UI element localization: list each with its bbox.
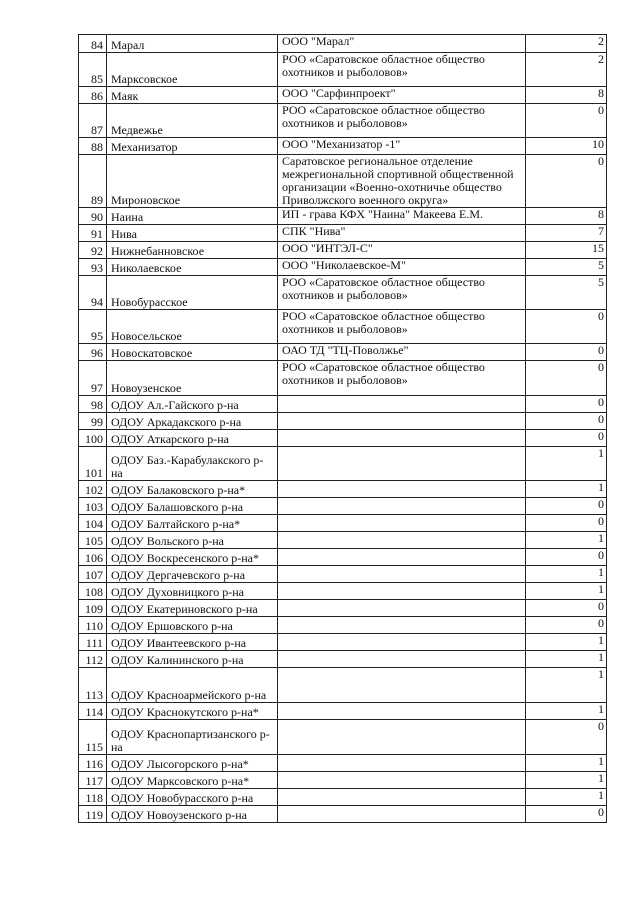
hunting-ground-name-cell: Новоузенское <box>107 361 278 396</box>
table-row <box>79 703 607 720</box>
table-row <box>79 413 607 430</box>
hunting-ground-name-cell: Медвежье <box>107 104 278 138</box>
quantity-cell: 0 <box>526 396 607 413</box>
row-number-cell: 86 <box>79 87 107 104</box>
row-number-cell: 115 <box>79 720 107 755</box>
quantity-cell: 1 <box>526 481 607 498</box>
hunting-grounds-table <box>78 34 607 823</box>
table-row <box>79 481 607 498</box>
table-row <box>79 532 607 549</box>
table-row <box>79 104 607 138</box>
organization-cell <box>278 720 526 755</box>
organization-cell <box>278 789 526 806</box>
row-number-cell: 91 <box>79 225 107 242</box>
row-number-cell: 112 <box>79 651 107 668</box>
quantity-cell: 0 <box>526 720 607 755</box>
row-number-cell: 84 <box>79 35 107 53</box>
hunting-ground-name-cell: ОДОУ Аркадакского р-на <box>107 413 278 430</box>
hunting-ground-name-cell: ОДОУ Лысогорского р-на* <box>107 755 278 772</box>
hunting-ground-name-cell: Новоскатовское <box>107 344 278 361</box>
quantity-cell: 1 <box>526 583 607 600</box>
quantity-cell: 5 <box>526 276 607 310</box>
hunting-ground-name-cell: Марал <box>107 35 278 53</box>
table-row <box>79 35 607 53</box>
table-row <box>79 225 607 242</box>
quantity-cell: 0 <box>526 344 607 361</box>
table-row <box>79 155 607 208</box>
table-row <box>79 361 607 396</box>
row-number-cell: 108 <box>79 583 107 600</box>
row-number-cell: 85 <box>79 53 107 87</box>
quantity-cell: 1 <box>526 755 607 772</box>
hunting-ground-name-cell: Мироновское <box>107 155 278 208</box>
hunting-ground-name-cell: ОДОУ Дергачевского р-на <box>107 566 278 583</box>
table-row <box>79 208 607 225</box>
hunting-ground-name-cell: ОДОУ Краснопартизанского р-на <box>107 720 278 755</box>
hunting-ground-name-cell: Нива <box>107 225 278 242</box>
quantity-cell: 1 <box>526 634 607 651</box>
quantity-cell: 8 <box>526 87 607 104</box>
organization-cell <box>278 498 526 515</box>
quantity-cell: 0 <box>526 104 607 138</box>
organization-cell <box>278 549 526 566</box>
hunting-ground-name-cell: Механизатор <box>107 138 278 155</box>
hunting-ground-name-cell: Нижнебанновское <box>107 242 278 259</box>
table-row <box>79 259 607 276</box>
table-row <box>79 498 607 515</box>
row-number-cell: 89 <box>79 155 107 208</box>
quantity-cell: 1 <box>526 532 607 549</box>
quantity-cell: 0 <box>526 600 607 617</box>
hunting-ground-name-cell: ОДОУ Марксовского р-на* <box>107 772 278 789</box>
organization-cell <box>278 651 526 668</box>
hunting-ground-name-cell: ОДОУ Екатериновского р-на <box>107 600 278 617</box>
hunting-ground-name-cell: ОДОУ Балашовского р-на <box>107 498 278 515</box>
organization-cell <box>278 430 526 447</box>
row-number-cell: 109 <box>79 600 107 617</box>
table-row <box>79 447 607 481</box>
row-number-cell: 93 <box>79 259 107 276</box>
table-row <box>79 396 607 413</box>
organization-cell: РОО «Саратовское областное общество охотников и рыболовов» <box>278 361 526 396</box>
organization-cell: ИП - грава КФХ "Наина" Макеева Е.М. <box>278 208 526 225</box>
table-row <box>79 634 607 651</box>
row-number-cell: 88 <box>79 138 107 155</box>
row-number-cell: 98 <box>79 396 107 413</box>
quantity-cell: 1 <box>526 447 607 481</box>
quantity-cell: 0 <box>526 430 607 447</box>
quantity-cell: 15 <box>526 242 607 259</box>
row-number-cell: 105 <box>79 532 107 549</box>
hunting-ground-name-cell: ОДОУ Ершовского р-на <box>107 617 278 634</box>
row-number-cell: 87 <box>79 104 107 138</box>
quantity-cell: 0 <box>526 155 607 208</box>
organization-cell: ООО "ИНТЭЛ-С" <box>278 242 526 259</box>
quantity-cell: 2 <box>526 53 607 87</box>
organization-cell <box>278 668 526 703</box>
hunting-ground-name-cell: ОДОУ Аткарского р-на <box>107 430 278 447</box>
hunting-ground-name-cell: ОДОУ Балтайского р-на* <box>107 515 278 532</box>
quantity-cell: 0 <box>526 361 607 396</box>
table-row <box>79 668 607 703</box>
table-row <box>79 242 607 259</box>
organization-cell: Саратовское региональное отделение межрегиональной спортивной общественной организации «Военно-охотничье общество Приволжского военного округа» <box>278 155 526 208</box>
quantity-cell: 5 <box>526 259 607 276</box>
quantity-cell: 7 <box>526 225 607 242</box>
organization-cell: ООО "Николаевское-М" <box>278 259 526 276</box>
organization-cell <box>278 772 526 789</box>
table-row <box>79 430 607 447</box>
row-number-cell: 110 <box>79 617 107 634</box>
row-number-cell: 111 <box>79 634 107 651</box>
quantity-cell: 0 <box>526 515 607 532</box>
organization-cell <box>278 617 526 634</box>
organization-cell <box>278 566 526 583</box>
quantity-cell: 0 <box>526 413 607 430</box>
hunting-ground-name-cell: ОДОУ Новоузенского р-на <box>107 806 278 823</box>
row-number-cell: 94 <box>79 276 107 310</box>
table-row <box>79 772 607 789</box>
row-number-cell: 96 <box>79 344 107 361</box>
organization-cell <box>278 600 526 617</box>
row-number-cell: 92 <box>79 242 107 259</box>
table-row <box>79 276 607 310</box>
quantity-cell: 1 <box>526 772 607 789</box>
organization-cell <box>278 583 526 600</box>
hunting-ground-name-cell: ОДОУ Калининского р-на <box>107 651 278 668</box>
hunting-ground-name-cell: ОДОУ Новобурасского р-на <box>107 789 278 806</box>
row-number-cell: 97 <box>79 361 107 396</box>
hunting-ground-name-cell: ОДОУ Воскресенского р-на* <box>107 549 278 566</box>
hunting-ground-name-cell: Новосельское <box>107 310 278 344</box>
table-row <box>79 600 607 617</box>
organization-cell <box>278 515 526 532</box>
row-number-cell: 104 <box>79 515 107 532</box>
organization-cell: РОО «Саратовское областное общество охотников и рыболовов» <box>278 276 526 310</box>
row-number-cell: 95 <box>79 310 107 344</box>
table-row <box>79 344 607 361</box>
table-row <box>79 583 607 600</box>
organization-cell: ОАО ТД "ТЦ-Поволжье" <box>278 344 526 361</box>
hunting-ground-name-cell: ОДОУ Балаковского р-на* <box>107 481 278 498</box>
hunting-ground-name-cell: ОДОУ Вольского р-на <box>107 532 278 549</box>
row-number-cell: 103 <box>79 498 107 515</box>
quantity-cell: 1 <box>526 566 607 583</box>
organization-cell: РОО «Саратовское областное общество охотников и рыболовов» <box>278 104 526 138</box>
table-row <box>79 617 607 634</box>
row-number-cell: 102 <box>79 481 107 498</box>
hunting-ground-name-cell: ОДОУ Краснокутского р-на* <box>107 703 278 720</box>
organization-cell: РОО «Саратовское областное общество охотников и рыболовов» <box>278 310 526 344</box>
quantity-cell: 0 <box>526 806 607 823</box>
table-row <box>79 566 607 583</box>
quantity-cell: 1 <box>526 668 607 703</box>
row-number-cell: 90 <box>79 208 107 225</box>
table-row <box>79 789 607 806</box>
quantity-cell: 0 <box>526 310 607 344</box>
organization-cell <box>278 396 526 413</box>
organization-cell <box>278 447 526 481</box>
organization-cell <box>278 532 526 549</box>
organization-cell <box>278 806 526 823</box>
table-row <box>79 720 607 755</box>
organization-cell: ООО "Марал" <box>278 35 526 53</box>
hunting-ground-name-cell: ОДОУ Баз.-Карабулакского р-на <box>107 447 278 481</box>
table-row <box>79 53 607 87</box>
quantity-cell: 1 <box>526 651 607 668</box>
row-number-cell: 118 <box>79 789 107 806</box>
hunting-ground-name-cell: Николаевское <box>107 259 278 276</box>
quantity-cell: 1 <box>526 703 607 720</box>
hunting-ground-name-cell: ОДОУ Ал.-Гайского р-на <box>107 396 278 413</box>
organization-cell <box>278 481 526 498</box>
row-number-cell: 117 <box>79 772 107 789</box>
hunting-ground-name-cell: ОДОУ Духовницкого р-на <box>107 583 278 600</box>
quantity-cell: 0 <box>526 498 607 515</box>
row-number-cell: 113 <box>79 668 107 703</box>
row-number-cell: 114 <box>79 703 107 720</box>
organization-cell <box>278 703 526 720</box>
hunting-ground-name-cell: Маяк <box>107 87 278 104</box>
quantity-cell: 1 <box>526 789 607 806</box>
quantity-cell: 8 <box>526 208 607 225</box>
quantity-cell: 2 <box>526 35 607 53</box>
organization-cell: СПК "Нива" <box>278 225 526 242</box>
row-number-cell: 119 <box>79 806 107 823</box>
table-row <box>79 515 607 532</box>
row-number-cell: 107 <box>79 566 107 583</box>
hunting-ground-name-cell: ОДОУ Ивантеевского р-на <box>107 634 278 651</box>
row-number-cell: 101 <box>79 447 107 481</box>
table-body <box>79 35 607 823</box>
hunting-ground-name-cell: Наина <box>107 208 278 225</box>
hunting-ground-name-cell: Новобурасское <box>107 276 278 310</box>
hunting-ground-name-cell: Марксовское <box>107 53 278 87</box>
organization-cell <box>278 634 526 651</box>
organization-cell <box>278 755 526 772</box>
row-number-cell: 100 <box>79 430 107 447</box>
table-row <box>79 651 607 668</box>
quantity-cell: 10 <box>526 138 607 155</box>
table-row <box>79 806 607 823</box>
row-number-cell: 99 <box>79 413 107 430</box>
organization-cell <box>278 413 526 430</box>
organization-cell: РОО «Саратовское областное общество охотников и рыболовов» <box>278 53 526 87</box>
quantity-cell: 0 <box>526 617 607 634</box>
table-row <box>79 549 607 566</box>
row-number-cell: 106 <box>79 549 107 566</box>
hunting-ground-name-cell: ОДОУ Красноармейского р-на <box>107 668 278 703</box>
organization-cell: ООО "Механизатор -1" <box>278 138 526 155</box>
table-row <box>79 310 607 344</box>
organization-cell: ООО "Сарфинпроект" <box>278 87 526 104</box>
table-row <box>79 87 607 104</box>
table-row <box>79 755 607 772</box>
table-row <box>79 138 607 155</box>
row-number-cell: 116 <box>79 755 107 772</box>
quantity-cell: 0 <box>526 549 607 566</box>
